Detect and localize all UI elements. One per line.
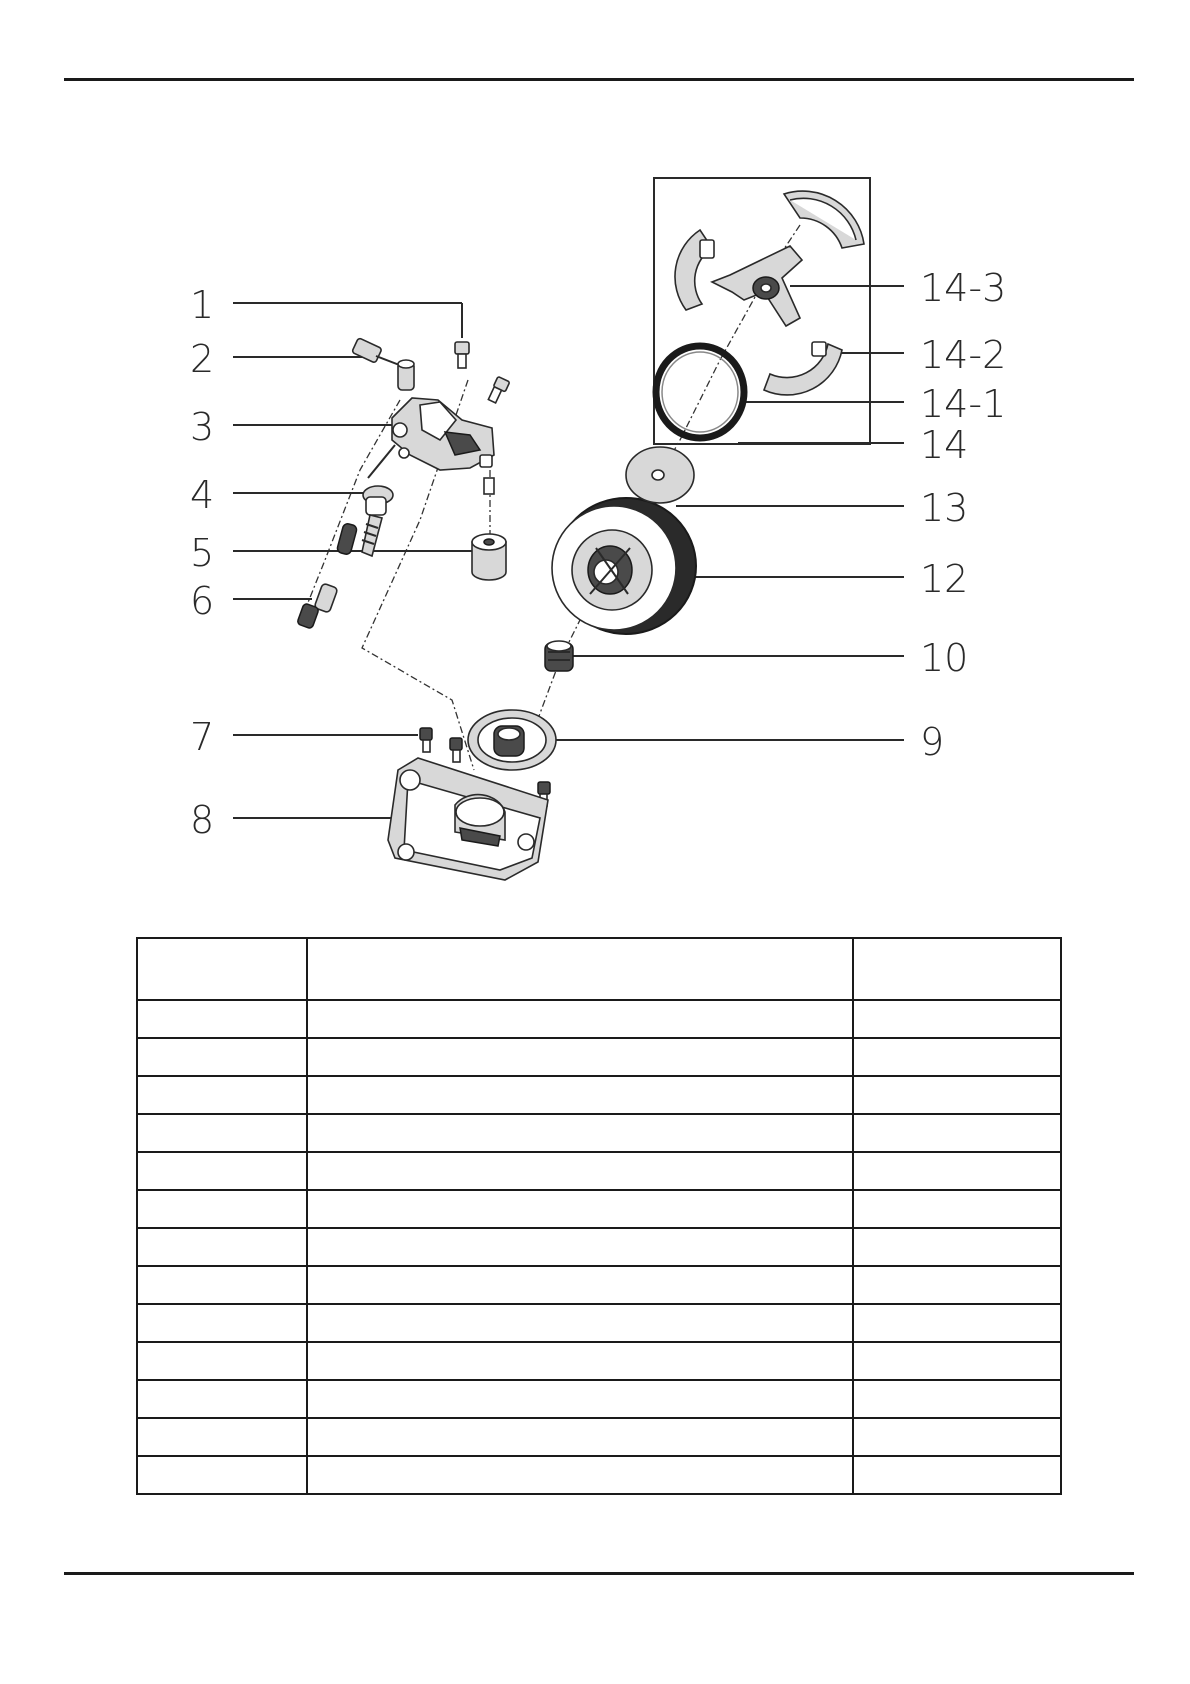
table-cell [137, 1380, 307, 1418]
table-cell [307, 1266, 853, 1304]
screw-upper-right [488, 376, 509, 402]
table-cell [137, 1114, 307, 1152]
table-row [137, 1190, 1061, 1228]
parts-table [136, 937, 1062, 1495]
callout-4: 4 [190, 473, 215, 517]
screw-part-1 [455, 342, 469, 368]
cover-plate-part-8 [388, 758, 548, 880]
table-cell [137, 1000, 307, 1038]
table-row [137, 1114, 1061, 1152]
adjuster-part-2 [352, 338, 414, 390]
table-row [137, 1456, 1061, 1494]
table-cell [853, 1076, 1061, 1114]
table-cell [307, 1342, 853, 1380]
table-cell [137, 1076, 307, 1114]
table-cell [137, 1304, 307, 1342]
table-cell [137, 1418, 307, 1456]
table-cell [853, 1114, 1061, 1152]
clutch-shoe-part-14-2 [764, 342, 842, 395]
table-cell [307, 1228, 853, 1266]
callout-14-1: 14-1 [920, 382, 1007, 426]
worm-gear-part-4 [336, 486, 393, 556]
table-cell [307, 1076, 853, 1114]
table-cell [307, 1038, 853, 1076]
table-cell [853, 1152, 1061, 1190]
table-cell [307, 1114, 853, 1152]
bearing-part-10 [545, 641, 573, 671]
table-row [137, 1266, 1061, 1304]
table-row [137, 1152, 1061, 1190]
table-cell [853, 1418, 1061, 1456]
table-cell [307, 1304, 853, 1342]
table-cell [853, 1000, 1061, 1038]
callout-8: 8 [190, 798, 215, 842]
table-cell [137, 1266, 307, 1304]
table-cell [137, 1190, 307, 1228]
clutch-drum-part-12 [552, 498, 696, 634]
table-row [137, 1228, 1061, 1266]
table-cell [853, 1038, 1061, 1076]
callout-10: 10 [920, 636, 969, 680]
callout-14: 14 [920, 423, 969, 467]
header-cell-qty [853, 938, 1061, 1000]
table-cell [307, 1190, 853, 1228]
oil-pump-part-3 [368, 398, 494, 478]
table-row [137, 1000, 1061, 1038]
table-cell [137, 1228, 307, 1266]
table-cell [853, 1304, 1061, 1342]
spring-ring-part-14-1 [656, 346, 744, 438]
callout-9: 9 [920, 720, 945, 764]
clutch-hub-part-14-3 [712, 246, 802, 326]
table-cell [853, 1342, 1061, 1380]
table-row [137, 1076, 1061, 1114]
table-row [137, 1418, 1061, 1456]
table-cell [307, 1418, 853, 1456]
table-row [137, 1038, 1061, 1076]
table-cell [137, 1038, 307, 1076]
table-cell [307, 1000, 853, 1038]
header-cell-description [307, 938, 853, 1000]
callout-14-3: 14-3 [920, 266, 1007, 310]
clutch-shoe-top [784, 191, 864, 248]
table-cell [137, 1342, 307, 1380]
damper-part-5 [472, 478, 506, 580]
callout-3: 3 [190, 405, 215, 449]
header-cell-ref [137, 938, 307, 1000]
table-row [137, 1304, 1061, 1342]
parts-table-header [137, 938, 1061, 1000]
table-cell [853, 1266, 1061, 1304]
spur-gear-part-9 [468, 710, 556, 770]
bottom-rule [64, 1572, 1134, 1575]
callout-14-2: 14-2 [920, 333, 1007, 377]
table-cell [853, 1228, 1061, 1266]
callout-13: 13 [920, 486, 969, 530]
callout-7: 7 [190, 715, 215, 759]
table-cell [307, 1152, 853, 1190]
callout-12: 12 [920, 557, 969, 601]
callout-2: 2 [190, 337, 215, 381]
table-cell [853, 1456, 1061, 1494]
table-row [137, 1342, 1061, 1380]
washer-part-13 [626, 447, 694, 503]
table-row [137, 1380, 1061, 1418]
table-cell [137, 1456, 307, 1494]
bolt-part-6 [297, 583, 338, 629]
clutch-shoe-left [675, 230, 714, 310]
table-cell [307, 1380, 853, 1418]
callout-6: 6 [190, 579, 215, 623]
callout-5: 5 [190, 531, 215, 575]
table-cell [137, 1152, 307, 1190]
table-cell [853, 1190, 1061, 1228]
table-cell [307, 1456, 853, 1494]
callout-1: 1 [190, 283, 215, 327]
table-cell [853, 1380, 1061, 1418]
